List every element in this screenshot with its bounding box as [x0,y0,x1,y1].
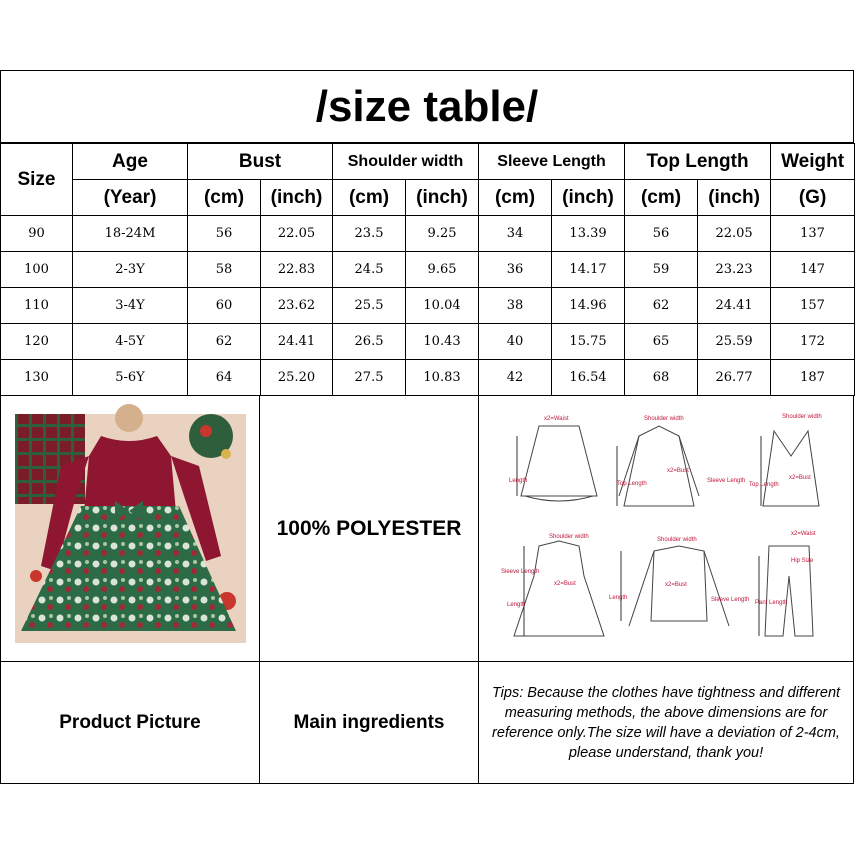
header-age: Age [73,144,188,180]
page-title: /size table/ [0,70,854,143]
cell-sleeve-cm: 40 [479,324,552,360]
header-size: Size [1,144,73,216]
unit-inch: (inch) [552,180,625,216]
cell-size: 120 [1,324,73,360]
cell-top-cm: 59 [625,252,698,288]
cell-sleeve-cm: 36 [479,252,552,288]
cell-size: 110 [1,288,73,324]
length-label: Length [507,602,526,608]
cell-shoulder-inch: 10.04 [406,288,479,324]
product-photo [1,396,259,661]
cell-bust-cm: 64 [188,360,261,396]
cell-shoulder-cm: 26.5 [333,324,406,360]
cell-shoulder-inch: 9.25 [406,216,479,252]
cell-sleeve-inch: 15.75 [552,324,625,360]
cell-bust-inch: 24.41 [261,324,333,360]
cell-sleeve-inch: 13.39 [552,216,625,252]
bust-label: x2=Bust [554,581,576,587]
cell-top-inch: 23.23 [698,252,771,288]
length-label: Length [509,478,528,484]
cell-bust-inch: 23.62 [261,288,333,324]
table-row [1,360,855,396]
cell-shoulder-cm: 27.5 [333,360,406,396]
cell-shoulder-inch: 9.65 [406,252,479,288]
unit-row [1,180,855,216]
header-top-length: Top Length [625,144,771,180]
cell-weight: 187 [771,360,855,396]
unit-cm: (cm) [479,180,552,216]
tips-text: Tips: Because the clothes have tightness and different measuring methods, the above dimensions are for reference only.The size will have a deviation of 2-4cm, please understand, thank you! [478,661,854,784]
cell-sleeve-inch: 14.17 [552,252,625,288]
cell-weight: 157 [771,288,855,324]
shoulder-label: Shoulder width [657,537,697,543]
cell-bust-inch: 22.83 [261,252,333,288]
product-photo-cell [0,395,260,662]
waist-label: x2=Waist [791,531,816,537]
cell-sleeve-inch: 14.96 [552,288,625,324]
header-sleeve: Sleeve Length [479,144,625,180]
unit-gram: (G) [771,180,855,216]
table-row [1,288,855,324]
top-length-label: Top Length [617,481,647,487]
cell-size: 100 [1,252,73,288]
sleeve-length-label: Sleeve Length [707,478,746,484]
cell-shoulder-cm: 24.5 [333,252,406,288]
cell-shoulder-cm: 25.5 [333,288,406,324]
unit-cm: (cm) [188,180,261,216]
cell-age: 2-3Y [73,252,188,288]
unit-inch: (inch) [406,180,479,216]
table-row [1,216,855,252]
header-shoulder: Shoulder width [333,144,479,180]
cell-top-inch: 26.77 [698,360,771,396]
cell-top-inch: 25.59 [698,324,771,360]
unit-year: (Year) [73,180,188,216]
shoulder-label: Shoulder width [782,414,822,420]
cell-bust-inch: 22.05 [261,216,333,252]
cell-shoulder-inch: 10.43 [406,324,479,360]
product-picture-label: Product Picture [0,661,260,784]
cell-sleeve-cm: 42 [479,360,552,396]
unit-inch: (inch) [698,180,771,216]
cell-top-cm: 68 [625,360,698,396]
waist-label: x2=Waist [544,416,569,422]
cell-sleeve-inch: 16.54 [552,360,625,396]
pant-length-label: Pant Length [755,600,788,606]
cell-bust-inch: 25.20 [261,360,333,396]
table-row [1,252,855,288]
main-ingredients-label: Main ingredients [259,661,479,784]
unit-inch: (inch) [261,180,333,216]
cell-weight: 137 [771,216,855,252]
cell-bust-cm: 58 [188,252,261,288]
header-weight: Weight [771,144,855,180]
cell-bust-cm: 56 [188,216,261,252]
cell-top-inch: 24.41 [698,288,771,324]
cell-age: 4-5Y [73,324,188,360]
cell-sleeve-cm: 38 [479,288,552,324]
cell-weight: 172 [771,324,855,360]
measurement-diagram-cell [478,395,854,662]
shoulder-label: Shoulder width [644,416,684,422]
material-text: 100% POLYESTER [259,395,479,662]
cell-age: 18-24M [73,216,188,252]
top-length-label: Top Length [749,482,779,488]
length-label: Length [609,595,628,601]
cell-top-cm: 65 [625,324,698,360]
header-row [1,144,855,180]
hip-label: Hip Size [791,558,814,564]
bust-label: x2=Bust [789,475,811,481]
cell-shoulder-inch: 10.83 [406,360,479,396]
bust-label: x2=Bust [665,582,687,588]
bust-label: x2=Bust [667,468,689,474]
cell-size: 90 [1,216,73,252]
sleeve-length-label: Sleeve Length [501,569,540,575]
cell-bust-cm: 62 [188,324,261,360]
unit-cm: (cm) [333,180,406,216]
unit-cm: (cm) [625,180,698,216]
cell-sleeve-cm: 34 [479,216,552,252]
header-bust: Bust [188,144,333,180]
shoulder-label: Shoulder width [549,534,589,540]
cell-weight: 147 [771,252,855,288]
size-table [0,143,855,396]
cell-size: 130 [1,360,73,396]
cell-bust-cm: 60 [188,288,261,324]
cell-age: 5-6Y [73,360,188,396]
measurement-diagram [479,396,853,661]
cell-top-cm: 62 [625,288,698,324]
cell-top-cm: 56 [625,216,698,252]
cell-top-inch: 22.05 [698,216,771,252]
cell-shoulder-cm: 23.5 [333,216,406,252]
sleeve-length-label: Sleeve Length [711,597,750,603]
cell-age: 3-4Y [73,288,188,324]
table-row [1,324,855,360]
